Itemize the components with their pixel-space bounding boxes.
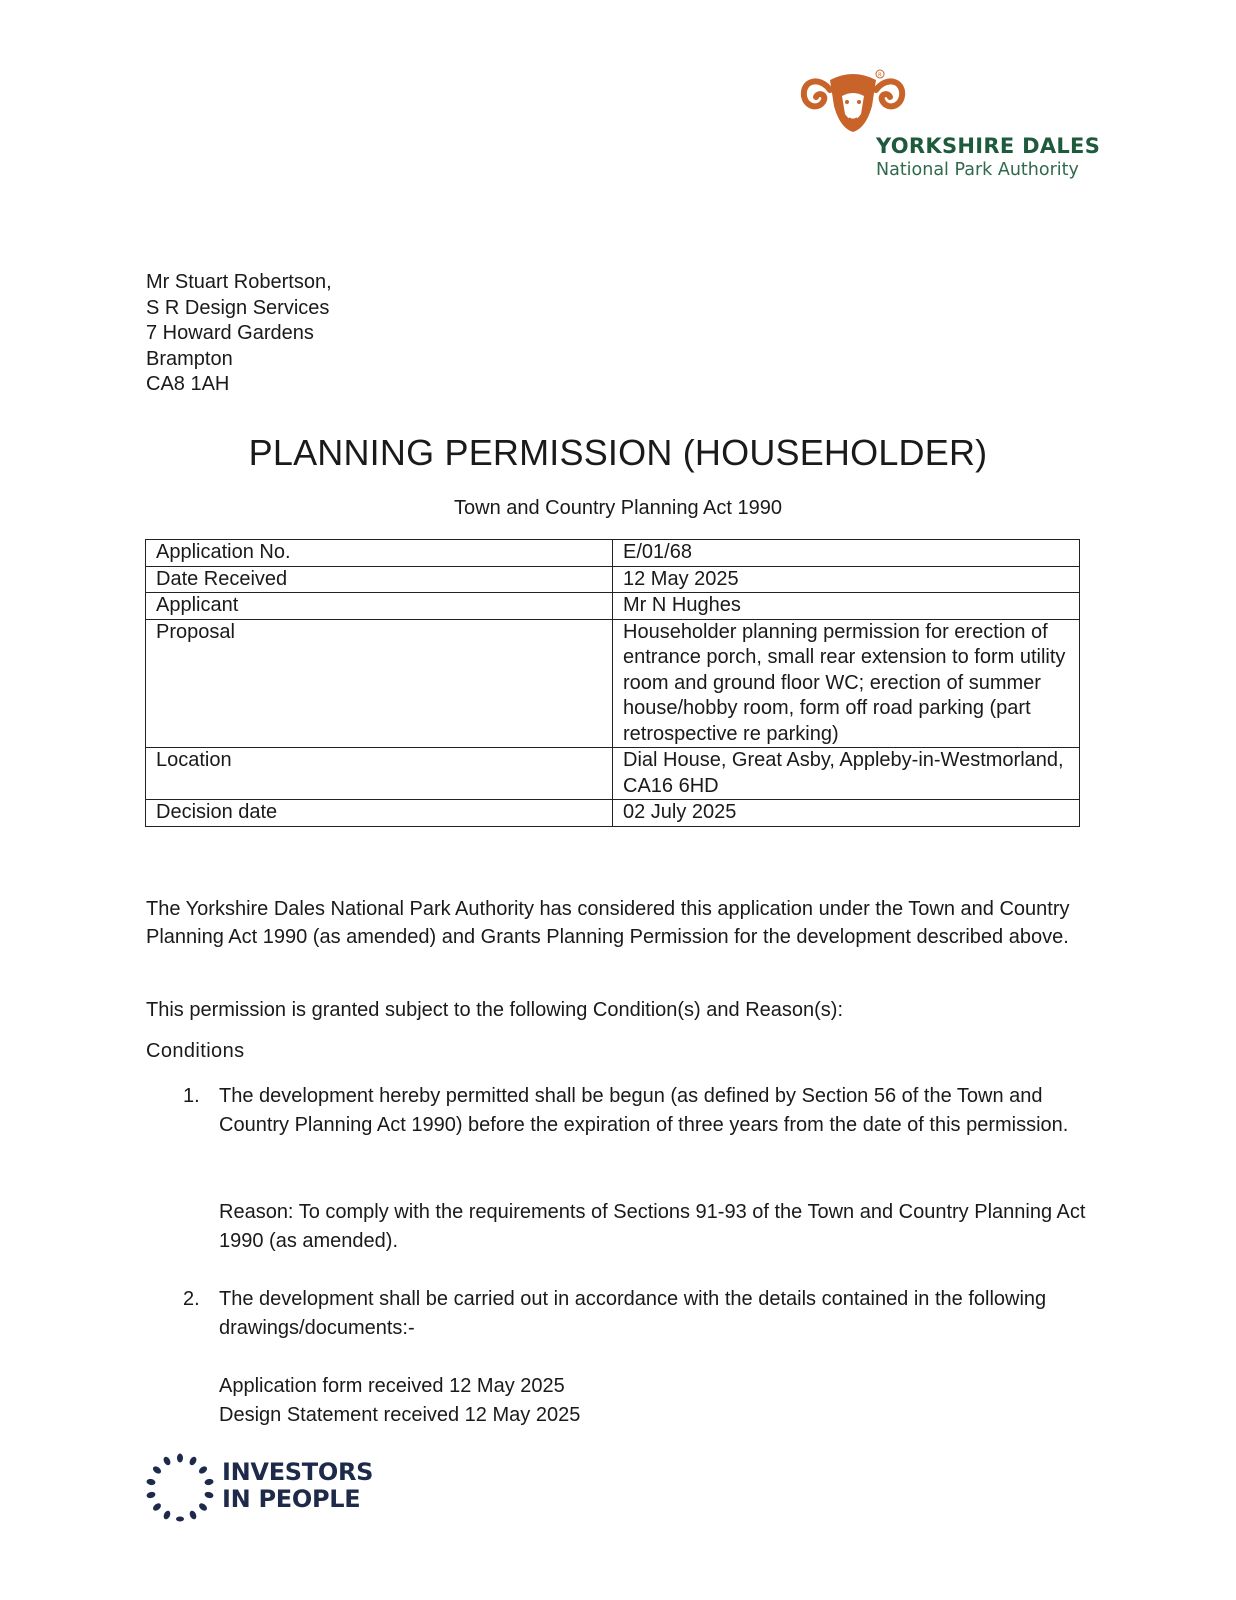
- table-row: [146, 566, 1080, 593]
- recipient-address: [146, 270, 332, 398]
- logo-title: YORKSHIRE DALES: [876, 134, 1101, 158]
- detail-value: Householder planning permission for erection of entrance porch, small rear extension to form utility room and ground floor WC; erection of summer house/hobby room, form off road parking (part retrospective re parking): [613, 619, 1080, 748]
- address-line: CA8 1AH: [146, 373, 230, 395]
- address-line: 7 Howard Gardens: [146, 322, 314, 344]
- iip-text: [222, 1459, 373, 1513]
- address-line: S R Design Services: [146, 296, 330, 319]
- laurel-wreath-icon: [145, 1453, 215, 1523]
- iip-line1: INVESTORS: [222, 1458, 374, 1486]
- table-row: [146, 593, 1080, 620]
- detail-label: Location: [146, 748, 613, 800]
- table-row: [146, 800, 1080, 827]
- condition-text: The development hereby permitted shall be begun (as defined by Section 56 of the Town and Country Planning Act 1990) before the expiration of three years from the date of this permission.: [219, 1085, 1069, 1136]
- address-line: Mr Stuart Robertson,: [146, 271, 332, 293]
- conditions-intro: This permission is granted subject to the following Condition(s) and Reason(s):: [146, 999, 844, 1021]
- condition-text: The development shall be carried out in accordance with the details contained in the following drawings/documents:-: [219, 1288, 1047, 1339]
- ram-head-icon: [800, 66, 912, 138]
- document-line: Application form received 12 May 2025: [219, 1375, 565, 1397]
- table-row: [146, 540, 1080, 567]
- document-title: PLANNING PERMISSION (HOUSEHOLDER): [248, 432, 988, 473]
- detail-label: Applicant: [146, 593, 613, 620]
- detail-value: 12 May 2025: [613, 566, 1080, 593]
- address-line: Brampton: [146, 347, 233, 370]
- detail-label: Date Received: [146, 566, 613, 593]
- condition-reason-text: Reason: To comply with the requirements of Sections 91-93 of the Town and Country Planning Act 1990 (as amended).: [219, 1201, 1086, 1252]
- iip-line2: IN PEOPLE: [222, 1485, 361, 1513]
- detail-value: E/01/68: [613, 540, 1080, 567]
- detail-label: Application No.: [146, 540, 613, 567]
- decision-paragraph: The Yorkshire Dales National Park Authority has considered this application under the Town and Country Planning Act 1990 (as amended) and Grants Planning Permission for the development described above.: [146, 898, 1070, 948]
- application-details-table: [145, 539, 1080, 827]
- condition-number: 1.: [183, 1085, 200, 1107]
- conditions-heading: Conditions: [146, 1040, 245, 1062]
- investors-in-people-logo: [145, 1453, 374, 1523]
- detail-value: Mr N Hughes: [613, 593, 1080, 620]
- table-row: [146, 748, 1080, 800]
- document-subtitle: Town and Country Planning Act 1990: [454, 497, 782, 519]
- svg-text:R: R: [878, 72, 882, 79]
- table-row: [146, 619, 1080, 748]
- detail-label: Decision date: [146, 800, 613, 827]
- condition-number: 2.: [183, 1288, 200, 1310]
- detail-value: Dial House, Great Asby, Appleby-in-Westmorland, CA16 6HD: [613, 748, 1080, 800]
- logo-subtitle: National Park Authority: [876, 160, 1079, 180]
- document-line: Design Statement received 12 May 2025: [219, 1404, 581, 1426]
- detail-value: 02 July 2025: [613, 800, 1080, 827]
- detail-label: Proposal: [146, 619, 613, 748]
- yorkshire-dales-logo: [800, 66, 1100, 186]
